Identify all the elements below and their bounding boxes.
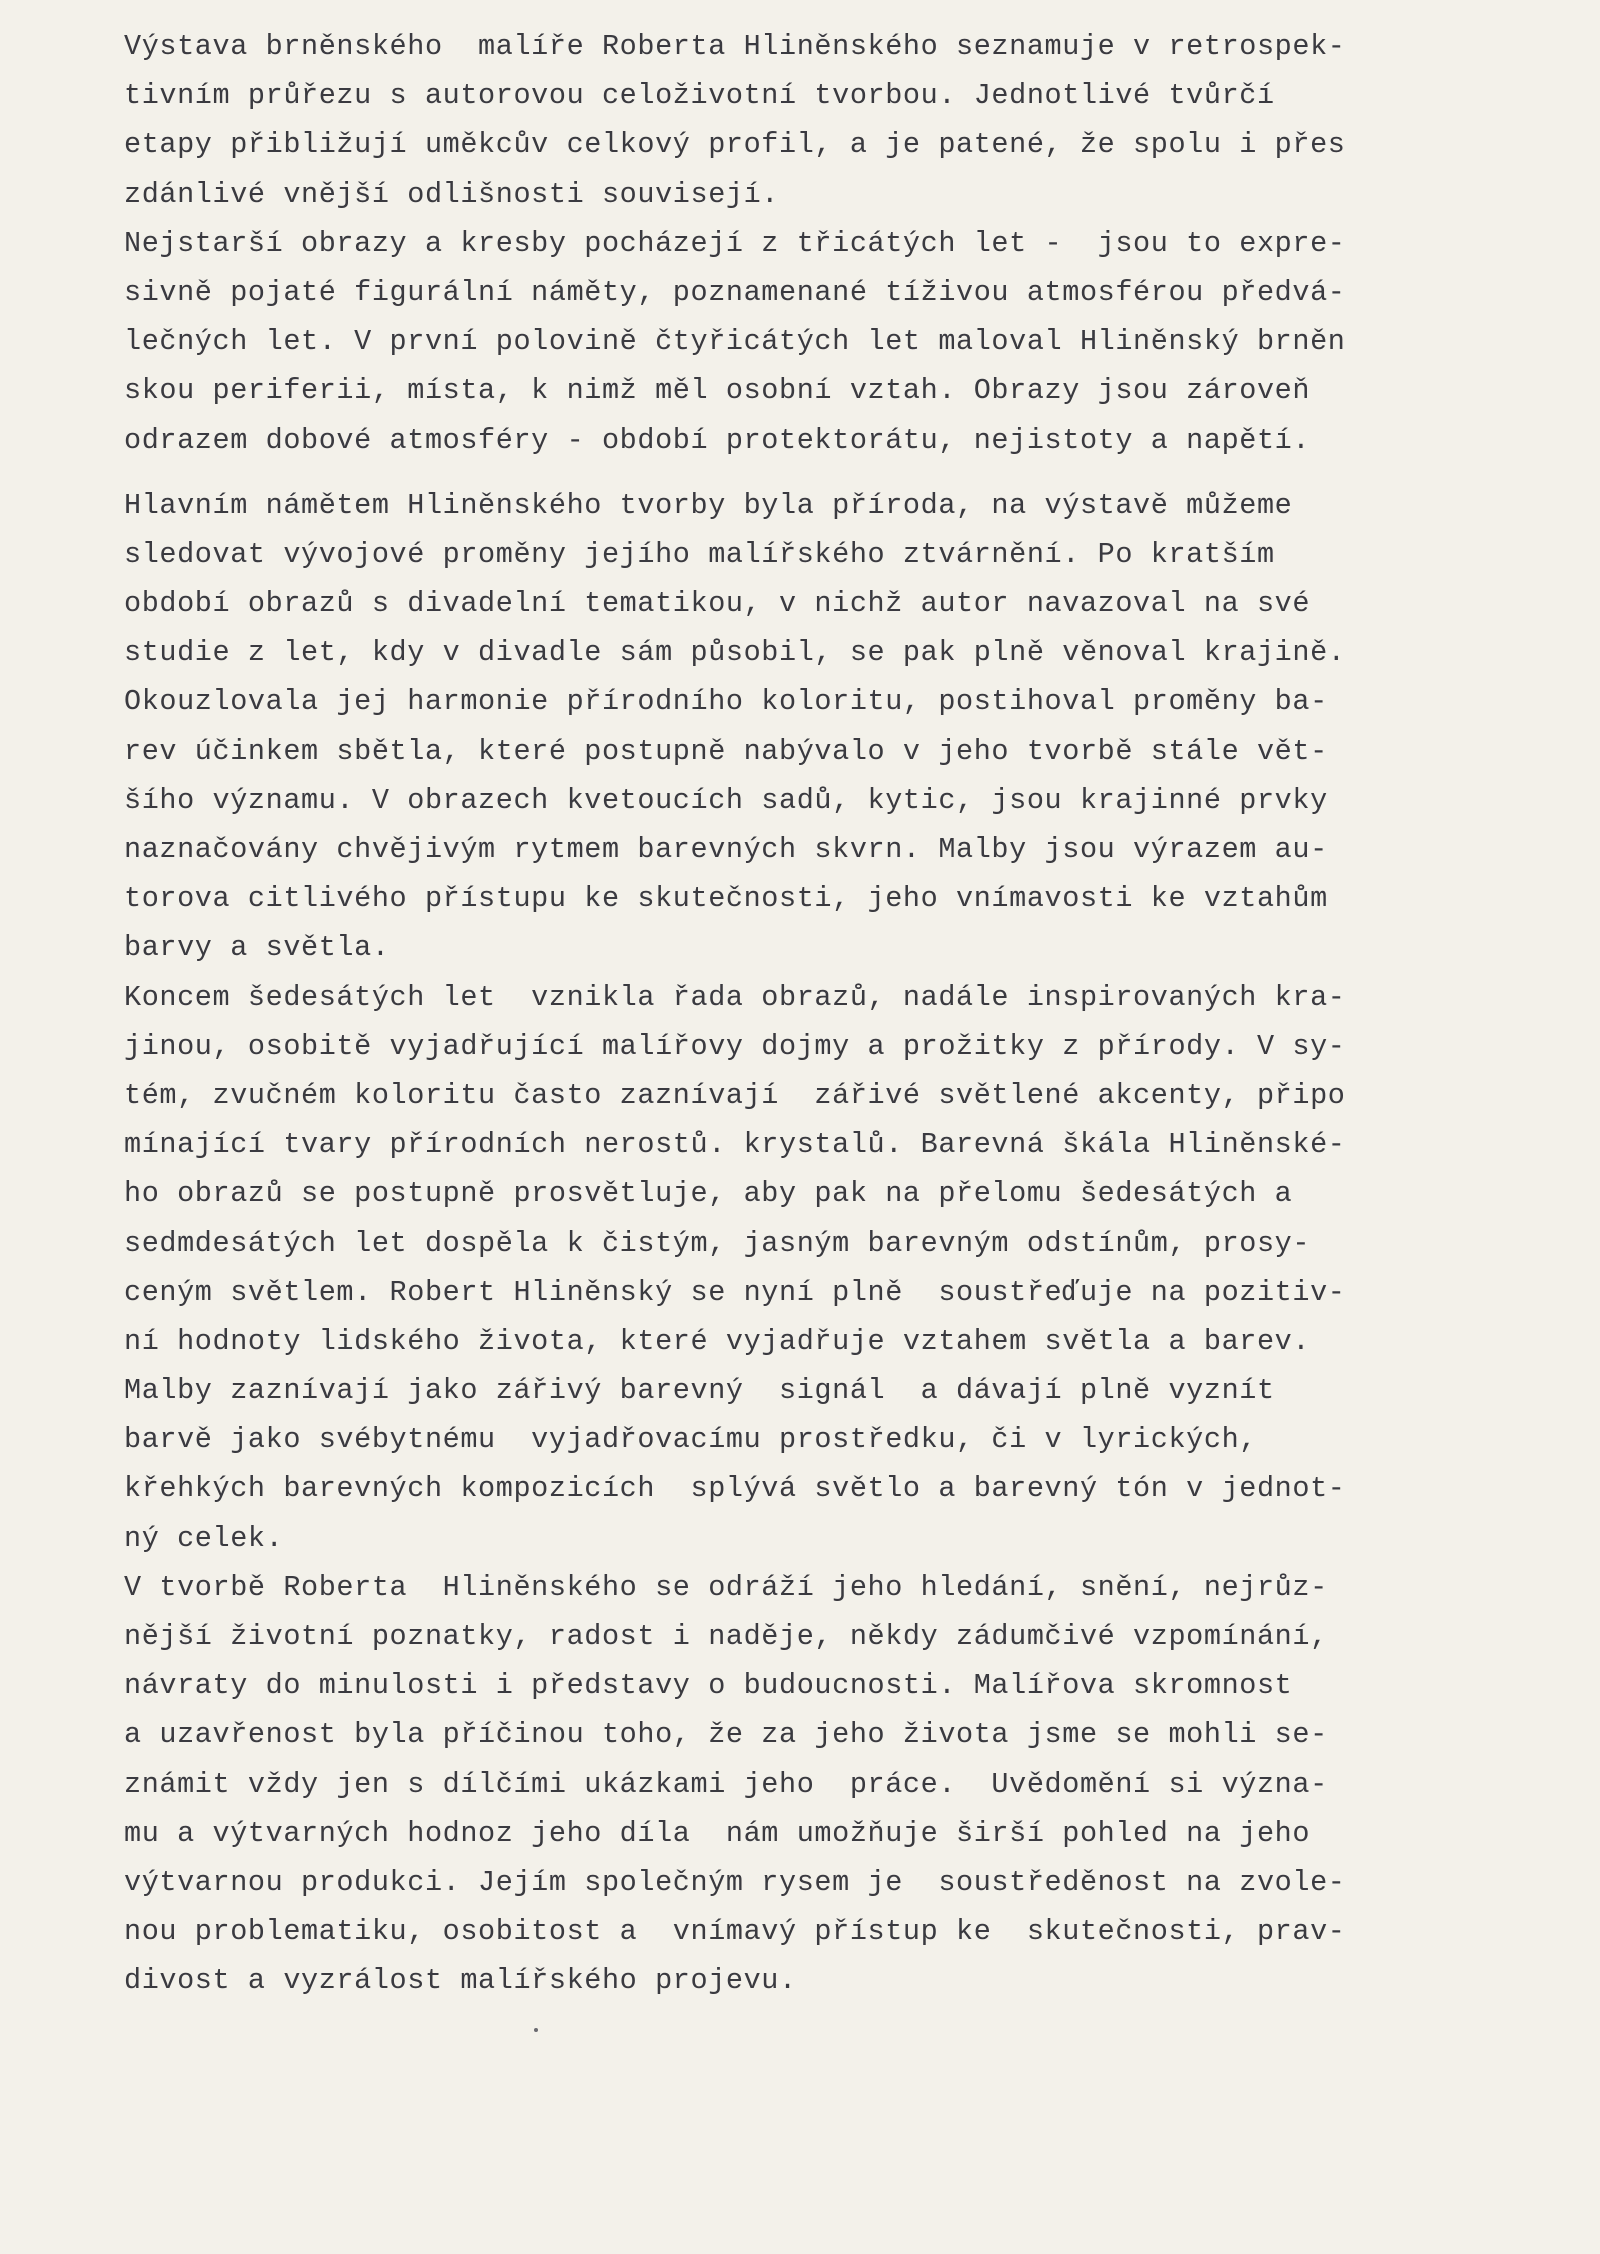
text-line: V tvorbě Roberta Hliněnského se odráží jeho hledání, snění, nejrůz-: [124, 1570, 1328, 1604]
text-line: ho obrazů se postupně prosvětluje, aby pak na přelomu šedesátých a: [124, 1177, 1293, 1211]
text-line: Nejstarší obrazy a kresby pocházejí z třicátých let - jsou to expre-: [124, 226, 1346, 260]
text-line: jinou, osobitě vyjadřující malířovy dojmy a prožitky z přírody. V sy-: [124, 1029, 1346, 1063]
text-line: etapy přibližují uměkcův celkový profil, a je patené, že spolu i přes: [124, 128, 1346, 162]
text-line: naznačovány chvějivým rytmem barevných skvrn. Malby jsou výrazem au-: [124, 833, 1328, 866]
text-line: sledovat vývojové proměny jejího malířského ztvárnění. Po kratším: [124, 537, 1275, 571]
text-line: Hlavním námětem Hliněnského tvorby byla příroda, na výstavě můžeme: [124, 488, 1293, 522]
paragraph-5: [124, 1563, 1544, 2006]
text-line: sedmdesátých let dospěla k čistým, jasným barevným odstínům, prosy-: [124, 1226, 1311, 1260]
text-line: nou problematiku, osobitost a vnímavý přístup ke skutečnosti, prav-: [124, 1915, 1346, 1949]
text-line: Výstava brněnského malíře Roberta Hliněnského seznamuje v retrospek-: [124, 30, 1346, 63]
text-line: ný celek.: [124, 1521, 284, 1555]
text-line: sivně pojaté figurální náměty, poznamenané tíživou atmosférou předvá-: [124, 275, 1346, 309]
text-line: a uzavřenost byla příčinou toho, že za jeho života jsme se mohli se-: [124, 1718, 1328, 1752]
text-line: barvě jako svébytnému vyjadřovacímu prostředku, či v lyrických,: [124, 1423, 1257, 1457]
paragraph-2: [124, 219, 1544, 465]
text-line: divost a vyzrálost malířského projevu.: [124, 1964, 797, 1998]
text-line: výtvarnou produkci. Jejím společným rysem je soustředěnost na zvole-: [124, 1865, 1346, 1899]
ink-speck: [534, 2028, 538, 2032]
text-line: ní hodnoty lidského života, které vyjadřuje vztahem světla a barev.: [124, 1324, 1311, 1358]
text-line: odrazem dobové atmosféry - období protektorátu, nejistoty a napětí.: [124, 423, 1311, 457]
text-line: Koncem šedesátých let vznikla řada obrazů, nadále inspirovaných kra-: [124, 980, 1346, 1014]
text-line: křehkých barevných kompozicích splývá světlo a barevný tón v jednot-: [124, 1472, 1346, 1506]
text-line: tivním průřezu s autorovou celoživotní tvorbou. Jednotlivé tvůrčí: [124, 79, 1275, 113]
text-line: období obrazů s divadelní tematikou, v nichž autor navazoval na své: [124, 587, 1311, 621]
text-line: Malby zaznívají jako zářivý barevný signál a dávají plně vyznít: [124, 1374, 1275, 1408]
text-line: Okouzlovala jej harmonie přírodního koloritu, postihoval proměny ba-: [124, 685, 1328, 719]
text-line: návraty do minulosti i představy o budoucnosti. Malířova skromnost: [124, 1669, 1293, 1703]
text-line: lečných let. V první polovině čtyřicátých let maloval Hliněnský brněn: [124, 325, 1346, 359]
paragraph-3: [124, 481, 1544, 973]
paragraph-spacer: [124, 465, 1544, 481]
text-line: studie z let, kdy v divadle sám působil, se pak plně věnoval krajině.: [124, 636, 1346, 670]
text-line: barvy a světla.: [124, 931, 390, 965]
text-line: skou periferii, místa, k nimž měl osobní vztah. Obrazy jsou zároveň: [124, 374, 1311, 408]
text-line: rev účinkem sbětla, které postupně nabývalo v jeho tvorbě stále vět-: [124, 734, 1328, 768]
text-line: torova citlivého přístupu ke skutečnosti, jeho vnímavosti ke vztahům: [124, 882, 1328, 916]
text-line: známit vždy jen s dílčími ukázkami jeho práce. Uvědomění si význa-: [124, 1767, 1328, 1801]
text-line: mínající tvary přírodních nerostů. krystalů. Barevná škála Hliněnské-: [124, 1128, 1346, 1162]
text-line: ceným světlem. Robert Hliněnský se nyní plně soustřeďuje na pozitiv-: [124, 1275, 1346, 1309]
text-line: zdánlivé vnější odlišnosti souvisejí.: [124, 177, 780, 211]
text-line: tém, zvučném koloritu často zaznívají zářivé světlené akcenty, připo: [124, 1078, 1346, 1112]
paragraph-4: [124, 973, 1544, 1563]
document-body: [124, 22, 1544, 2006]
text-line: mu a výtvarných hodnoz jeho díla nám umožňuje širší pohled na jeho: [124, 1816, 1311, 1850]
text-line: šího významu. V obrazech kvetoucích sadů, kytic, jsou krajinné prvky: [124, 783, 1328, 817]
paragraph-1: [124, 22, 1544, 219]
text-line: nější životní poznatky, radost i naděje, někdy zádumčivé vzpomínání,: [124, 1620, 1328, 1653]
